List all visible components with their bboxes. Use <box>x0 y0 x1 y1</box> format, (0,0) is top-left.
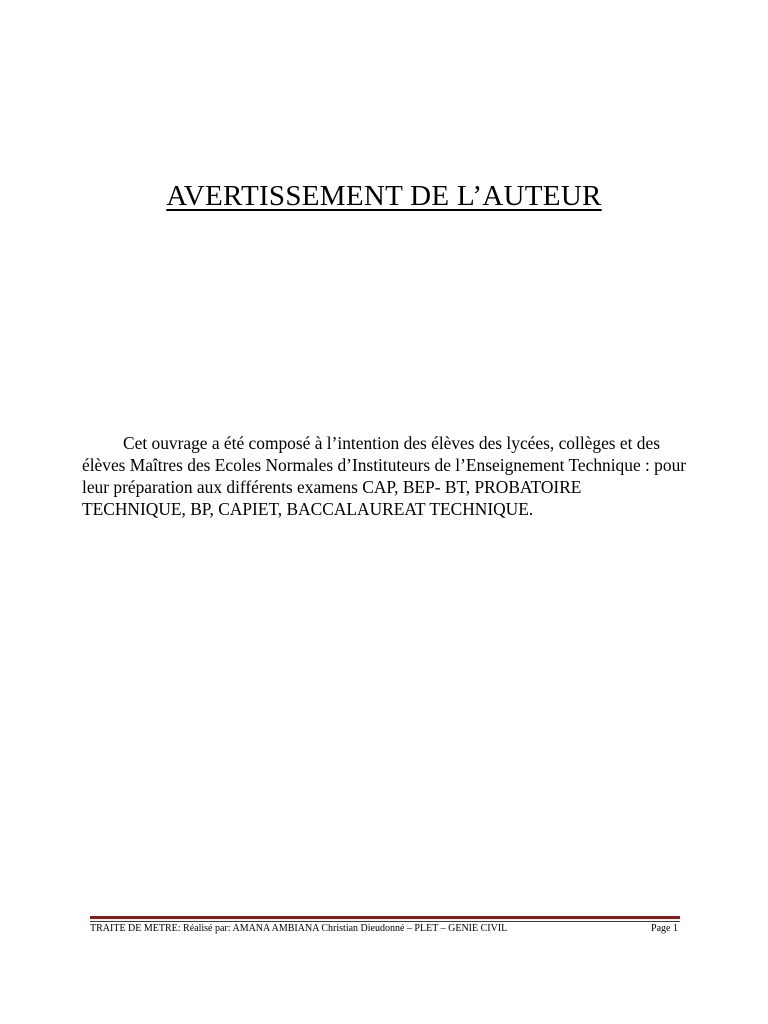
footer-divider-thin <box>90 921 680 922</box>
body-paragraph <box>82 432 692 520</box>
paragraph-line: Cet ouvrage a été composé à l’intention des élèves des lycées, collèges et des <box>123 433 660 453</box>
paragraph-line: élèves Maîtres des Ecoles Normales d’Instituteurs de l’Enseignement Technique : pour <box>82 455 687 475</box>
page-number: Page 1 <box>651 923 678 934</box>
footer-credit: TRAITE DE METRE: Réalisé par: AMANA AMBIANA Christian Dieudonné – PLET – GENIE CIVIL <box>90 923 508 934</box>
footer-divider-thick <box>90 916 680 919</box>
paragraph-line: leur préparation aux différents examens CAP, BEP- BT, PROBATOIRE <box>82 477 582 497</box>
paragraph-line: TECHNIQUE, BP, CAPIET, BACCALAUREAT TECHNIQUE. <box>82 499 534 519</box>
page-title: AVERTISSEMENT DE L’AUTEUR <box>166 180 602 212</box>
